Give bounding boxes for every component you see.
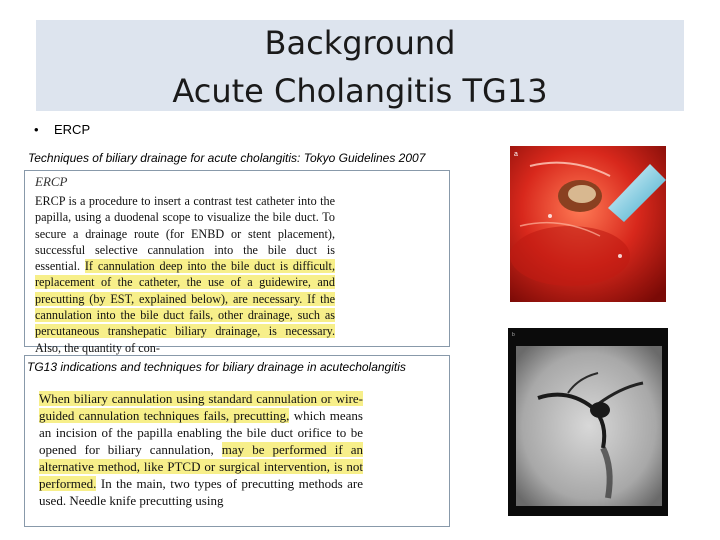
excerpt2-plain-2: In the main, two types of precutting methods are used. Needle knife precutting using xyxy=(39,476,363,508)
fluoroscopy-label: b xyxy=(512,332,515,338)
excerpt1-tail: Also, the quantity of con- xyxy=(35,340,160,355)
excerpt1-box xyxy=(24,170,450,355)
slide-title: Background xyxy=(264,24,456,62)
excerpt1-caption: Techniques of biliary drainage for acute cholangitis: Tokyo Guidelines 2007 xyxy=(28,151,426,165)
bullet-marker: • xyxy=(34,122,39,137)
endoscopy-label: a xyxy=(514,151,518,158)
excerpt2-body xyxy=(39,390,363,509)
excerpt2-caption: TG13 indications and techniques for biliary drainage in acutecholangitis xyxy=(27,360,406,374)
title-banner xyxy=(36,20,684,111)
bullet-text: ERCP xyxy=(54,122,91,137)
excerpt2-highlight-2: may be performed if an alternative method, like PTCD or surgical intervention, is not performed. xyxy=(39,442,363,491)
excerpt2-highlight-1: When biliary cannulation using standard cannulation or wire-guided cannulation techniques fails, precutting, xyxy=(39,391,363,423)
excerpt1-highlight: If cannulation deep into the bile duct is difficult, replacement of the catheter, the use of a guidewire, and precutting (by EST, explained below), are necessary. If the cannulation into the bile duct fails, other drainage, such as percutaneous transhepatic biliary drainage, is necessary. xyxy=(35,259,335,339)
excerpt1-plain: ERCP is a procedure to insert a contrast test catheter into the papilla, using a duodenal scope to visualize the bile duct. To secure a drainage route (for ENBD or stent placement), successful selective cannulation into the bile duct is essential. xyxy=(35,194,335,274)
slide-subtitle: Acute Cholangitis TG13 xyxy=(172,72,548,110)
fluoroscopy-image xyxy=(508,328,668,516)
excerpt2-box xyxy=(24,355,450,527)
excerpt2-plain-1: which means an incision of the papilla enabling the bile duct orifice to be opened for biliary cannulation, xyxy=(39,408,363,457)
excerpt1-heading: ERCP xyxy=(35,174,68,189)
excerpt1-body xyxy=(35,193,335,356)
endoscopy-image xyxy=(510,146,666,302)
